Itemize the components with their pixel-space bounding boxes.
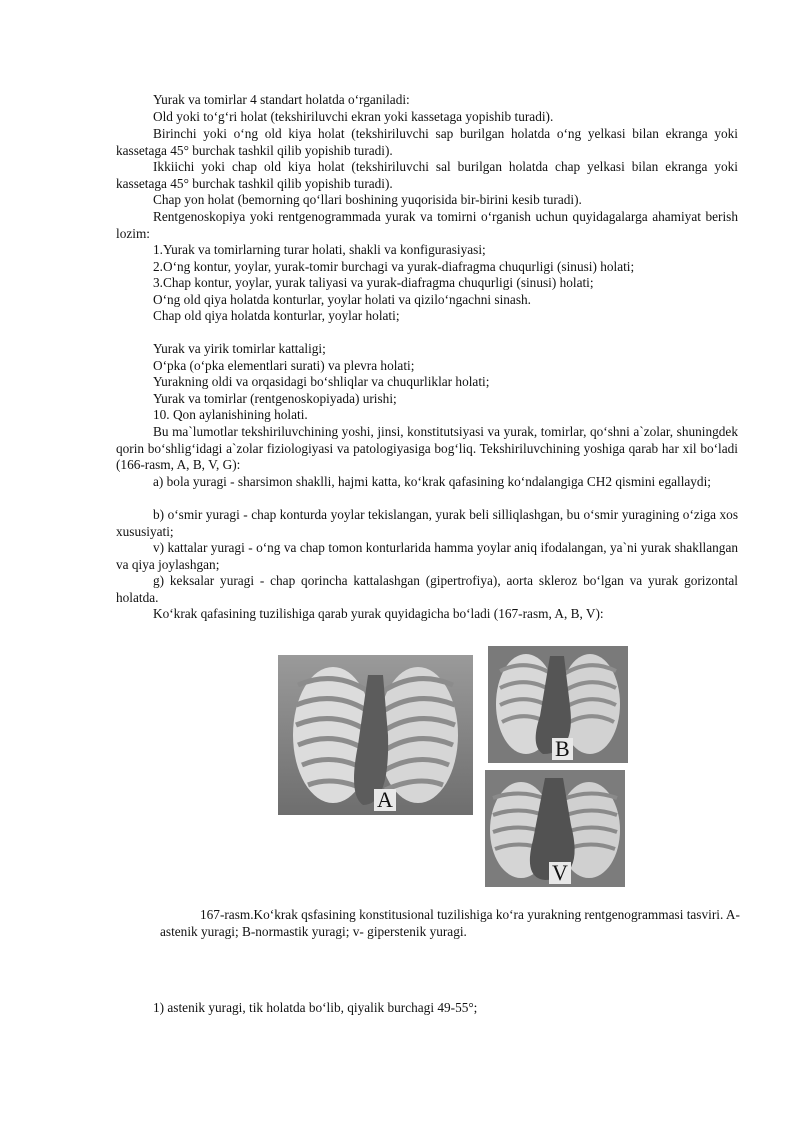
list-item-4: O‘ng old qiya holatda konturlar, yoylar holati va qizilo‘ngachni sinash. (153, 292, 531, 307)
paragraph-left-oblique: Ikkiichi yoki chap old kiya holat (tekshiriluvchi sal burilgan holatda chap yelkasi bilan ekranga yoki kassetaga 45° burchak tashkil qilib yopishib turadi). (116, 159, 738, 191)
list-item-3: 3.Chap kontur, yoylar, yurak taliyasi va yurak-diafragma chuqurligi (sinusi) holati; (153, 275, 594, 290)
list-item-9: Yurak va tomirlar (rentgenoskopiyada) urishi; (153, 391, 397, 406)
paragraph-child-heart: a) bola yuragi - sharsimon shaklli, hajmi katta, ko‘krak qafasining ko‘ndalangiga CH2 qismini egallaydi; (153, 474, 711, 489)
paragraph-elderly-heart: g) keksalar yuragi - chap qorincha kattalashgan (gipertrofiya), aorta skleroz bo‘lgan va yurak gorizontal holatda. (116, 573, 738, 605)
list-item-10: 10. Qon aylanishining holati. (153, 407, 308, 422)
paragraph-intro: Yurak va tomirlar 4 standart holatda o‘rganiladi: (153, 92, 410, 107)
paragraph-asthenic-heart: 1) astenik yuragi, tik holatda bo‘lib, qiyalik burchagi 49-55°; (153, 1000, 478, 1015)
xray-label-b: B (552, 738, 573, 760)
xray-image-hypersthenic (485, 770, 625, 887)
xray-image-asthenic (278, 655, 473, 815)
paragraph-front-position: Old yoki to‘g‘ri holat (tekshiriluvchi ekran yoki kassetaga yopishib turadi). (153, 109, 554, 124)
paragraph-adult-heart: v) kattalar yuragi - o‘ng va chap tomon konturlarida hamma yoylar aniq ifodalangan, ya`ni yurak shakllangan va qiya joylashgan; (116, 540, 738, 572)
paragraph-teen-heart: b) o‘smir yuragi - chap konturda yoylar tekislangan, yurak beli silliqlashgan, bu o‘smir yuragining o‘ziga xos xususiyati; (116, 507, 738, 539)
paragraph-criteria-intro: Rentgenoskopiya yoki rentgenogrammada yurak va tomirni o‘rganish uchun quyidagalarga ahamiyat berish lozim: (116, 209, 738, 241)
xray-label-v: V (549, 862, 571, 884)
paragraph-left-lateral: Chap yon holat (bemorning qo‘llari boshining yuqorisida bir-birini kesib turadi). (153, 192, 582, 207)
list-item-2: 2.O‘ng kontur, yoylar, yurak-tomir burchagi va yurak-diafragma chuqurligi (sinusi) holati; (153, 259, 635, 274)
list-item-6: Yurak va yirik tomirlar kattaligi; (153, 341, 326, 356)
list-item-7: O‘pka (o‘pka elementlari surati) va plevra holati; (153, 358, 415, 373)
figure-caption: 167-rasm.Ko‘krak qsfasining konstitusional tuzilishiga ko‘ra yurakning rentgenogrammasi tasviri. A-astenik yuragi; B-normastik yuragi; v- giperstenik yuragi. (160, 907, 740, 939)
xray-image-normosthenic (488, 646, 628, 763)
list-item-1: 1.Yurak va tomirlarning turar holati, shakli va konfigurasiyasi; (153, 242, 486, 257)
list-item-8: Yurakning oldi va orqasidagi bo‘shliqlar va chuqurliklar holati; (153, 374, 490, 389)
paragraph-right-oblique: Birinchi yoki o‘ng old kiya holat (tekshiriluvchi sap burilgan holatda o‘ng yelkasi bilan ekranga yoki kassetaga 45° burchak tashkil qilib yopishib turadi). (116, 126, 738, 158)
xray-label-a: A (374, 789, 396, 811)
list-item-5: Chap old qiya holatda konturlar, yoylar holati; (153, 308, 400, 323)
paragraph-chest-structure: Ko‘krak qafasining tuzilishiga qarab yurak quyidagicha bo‘ladi (167-rasm, A, B, V): (153, 606, 604, 621)
paragraph-age-factors: Bu ma`lumotlar tekshiriluvchining yoshi, jinsi, konstitutsiyasi va yurak, tomirlar, qo‘shni a`zolar, shuningdek qorin bo‘shlig‘idagi a`zolar fiziologiyasi va patologiyasiga bog‘liq. Tekshiriluvchining yoshiga qarab har xil bo‘ladi (166-rasm, A, B, V, G): (116, 424, 738, 473)
